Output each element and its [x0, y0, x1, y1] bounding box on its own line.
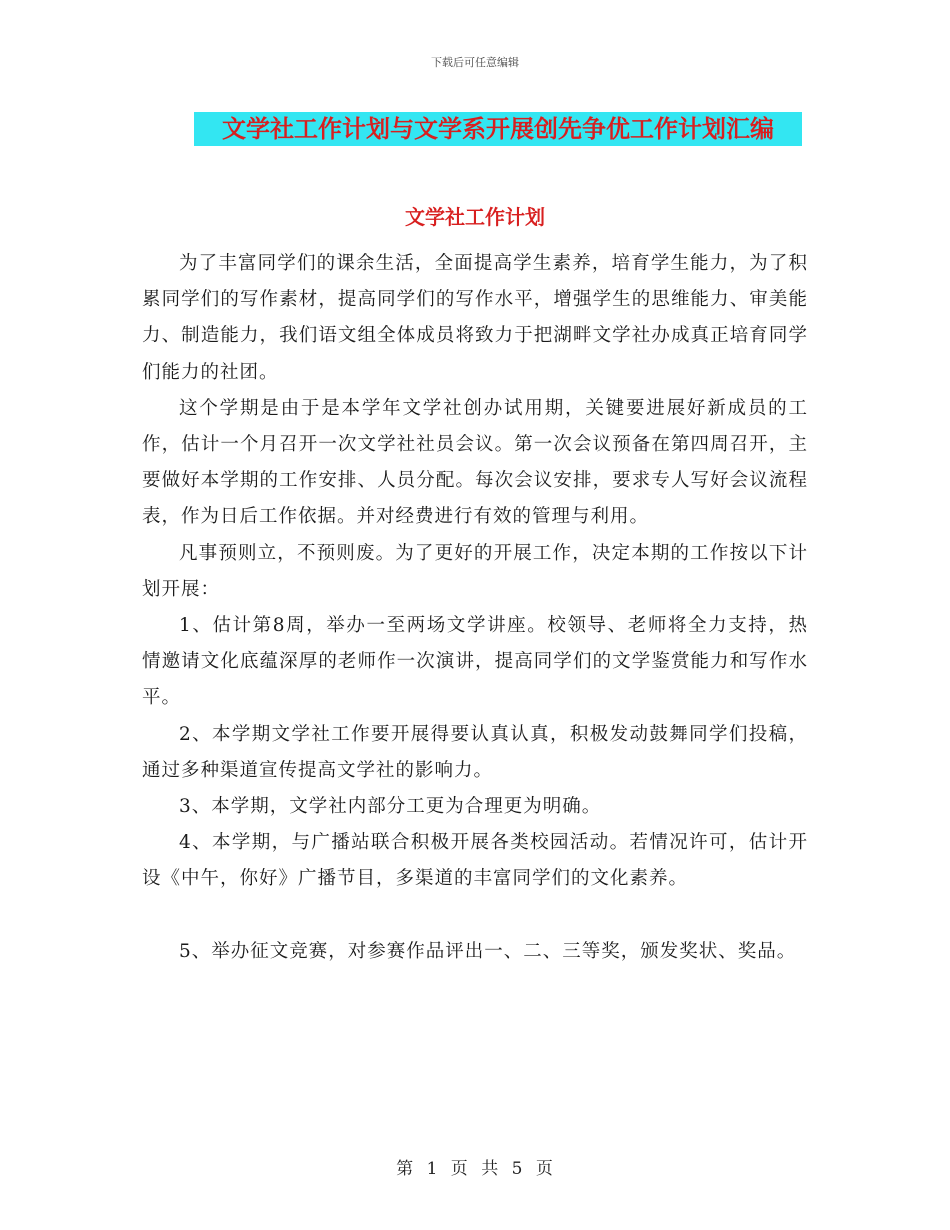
paragraph-plan-intro: 凡事预则立，不预则废。为了更好的开展工作，决定本期的工作按以下计划开展： — [142, 542, 808, 600]
document-title-container — [194, 112, 802, 146]
paragraph-item-4: 4、本学期，与广播站联合积极开展各类校园活动。若情况许可，估计开设《中午，你好》广播节目，多渠道的丰富同学们的文化素养。 — [142, 832, 808, 890]
footer-label-gong: 共 — [481, 1159, 500, 1179]
footer-label-ye: 页 — [450, 1159, 469, 1179]
page-footer — [0, 1154, 950, 1179]
footer-label-di: 第 — [396, 1159, 415, 1179]
document-body — [142, 246, 808, 970]
document-title: 文学社工作计划与文学系开展创先争优工作计划汇编 — [194, 112, 802, 146]
paragraph-item-2: 2、本学期文学社工作要开展得要认真认真，积极发动鼓舞同学们投稿，通过多种渠道宣传提高文学社的影响力。 — [142, 723, 808, 781]
paragraph-intro: 为了丰富同学们的课余生活，全面提高学生素养，培育学生能力，为了积累同学们的写作素材，提高同学们的写作水平，增强学生的思维能力、审美能力、制造能力，我们语文组全体成员将致力于把湖畔文学社办成真正培育同学们能力的社团。 — [142, 253, 808, 383]
paragraph-item-3: 3、本学期，文学社内部分工更为合理更为明确。 — [179, 796, 602, 818]
header-note: 下载后可任意编辑 — [431, 56, 519, 69]
footer-current-page: 1 — [426, 1159, 439, 1179]
paragraph-item-5: 5、举办征文竞赛，对参赛作品评出一、二、三等奖，颁发奖状、奖品。 — [179, 940, 797, 962]
footer-label-ye2: 页 — [535, 1159, 554, 1179]
section-title: 文学社工作计划 — [405, 205, 545, 229]
footer-total-pages: 5 — [511, 1159, 524, 1179]
paragraph-semester: 这个学期是由于是本学年文学社创办试用期，关键要进展好新成员的工作，估计一个月召开一次文学社社员会议。第一次会议预备在第四周召开，主要做好本学期的工作安排、人员分配。每次会议安排，要求专人写好会议流程表，作为日后工作依据。并对经费进行有效的管理与利用。 — [142, 397, 808, 528]
paragraph-item-1: 1、估计第8周，举办一至两场文学讲座。校领导、老师将全力支持，热情邀请文化底蕴深厚的老师作一次演讲，提高同学们的文学鉴赏能力和写作水平。 — [142, 615, 808, 709]
